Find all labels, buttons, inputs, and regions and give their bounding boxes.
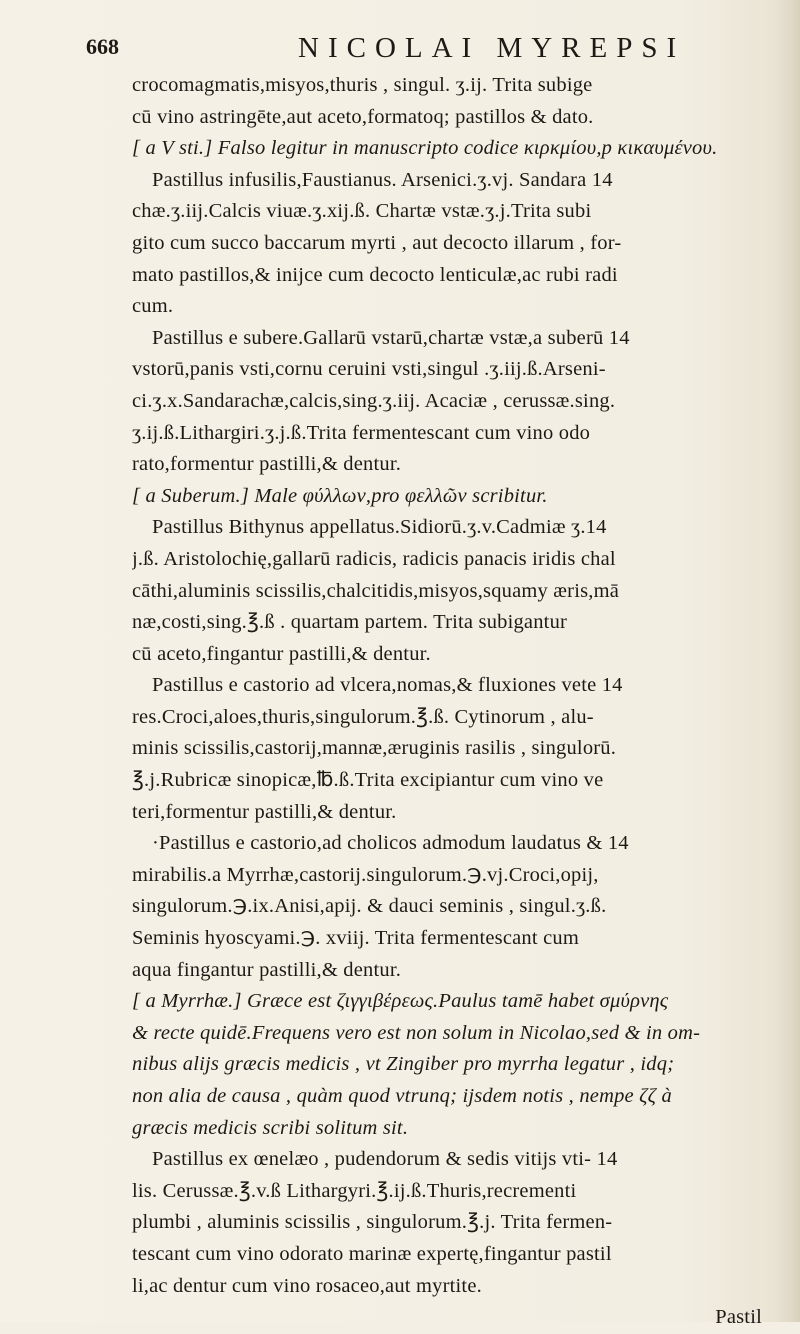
text-line: Pastillus ex œnelæo , pudendorum & sedis vitijs vti- 14 bbox=[152, 1148, 618, 1171]
text-line: plumbi , aluminis scissilis , singulorum.℥.j. Trita fermen- bbox=[132, 1211, 613, 1234]
text-line: crocomagmatis,misyos,thuris , singul. ʒ.ij. Trita subige bbox=[132, 74, 593, 96]
text-line: Pastillus Bithynus appellatus.Sidiorū.ʒ.v.Cadmiæ ʒ.14 bbox=[152, 516, 607, 539]
annotation-line: nibus alijs græcis medicis , vt Zingiber pro myrrha legatur , idq; bbox=[132, 1053, 675, 1076]
text-line: Pastillus infusilis,Faustianus. Arsenici.ʒ.vj. Sandara 14 bbox=[152, 168, 613, 191]
text-line: cū aceto,fingantur pastilli,& dentur. bbox=[132, 642, 431, 665]
text-line: mato pastillos,& inijce cum decocto lenticulæ,ac rubi radi bbox=[132, 263, 618, 286]
text-line: teri,formentur pastilli,& dentur. bbox=[132, 800, 397, 823]
text-line: ·Pastillus e castorio,ad cholicos admodum laudatus & 14 bbox=[152, 832, 629, 855]
text-line: cāthi,aluminis scissilis,chalcitidis,misyos,squamy æris,mā bbox=[132, 579, 620, 602]
text-line: cū vino astringēte,aut aceto,formatoq; pastillos & dato. bbox=[132, 105, 594, 128]
annotation-line: non alia de causa , quàm quod vtrunq; ijsdem notis , nempe ζζ à bbox=[132, 1085, 672, 1107]
text-line: cum. bbox=[132, 295, 174, 318]
text-line: minis scissilis,castorij,mannæ,æruginis rasilis , singulorū. bbox=[132, 737, 617, 760]
text-line: mirabilis.a Myrrhæ,castorij.singulorum.℈.vj.Croci,opij, bbox=[132, 863, 599, 886]
annotation-line: [ a V sti.] Falso legitur in manuscripto codice κιρκμίου,p κικαυμένου. bbox=[132, 137, 718, 160]
text-line: j.ß. Aristolochię,gallarū radicis, radicis panacis iridis chal bbox=[132, 547, 616, 570]
text-line: li,ac dentur cum vino rosaceo,aut myrtite. bbox=[132, 1274, 482, 1297]
text-line: res.Croci,aloes,thuris,singulorum.℥.ß. Cytinorum , alu- bbox=[132, 705, 594, 728]
text-line: aqua fingantur pastilli,& dentur. bbox=[132, 958, 402, 981]
running-head: NICOLAI MYREPSI bbox=[298, 32, 686, 64]
text-block bbox=[132, 70, 762, 1334]
text-line: ʒ.ij.ß.Lithargiri.ʒ.j.ß.Trita fermentescant cum vino odo bbox=[132, 421, 591, 444]
text-line: gito cum succo baccarum myrti , aut decocto illarum , for- bbox=[132, 231, 622, 254]
text-line: Pastillus e castorio ad vlcera,nomas,& fluxiones vete 14 bbox=[152, 674, 623, 697]
text-line: ℥.j.Rubricæ sinopicæ,℔.ß.Trita excipiantur cum vino ve bbox=[132, 769, 604, 792]
annotation-line: [ a Myrrhæ.] Græce est ζιγγιβέρεως.Paulus tamē habet σμύρνης bbox=[132, 990, 669, 1013]
annotation-line: [ a Suberum.] Male φύλλων,pro φελλῶν scribitur. bbox=[132, 484, 548, 507]
text-line: næ,costi,sing.℥.ß . quartam partem. Trita subigantur bbox=[132, 611, 568, 634]
text-line: lis. Cerussæ.℥.v.ß Lithargyri.℥.ij.ß.Thuris,recrementi bbox=[132, 1179, 577, 1202]
annotation-line: & recte quidē.Frequens vero est non solum in Nicolao,sed & in om- bbox=[132, 1021, 701, 1044]
page-edge-shadow bbox=[778, 0, 800, 1322]
text-line: tescant cum vino odorato marinæ expertę,fingantur pastil bbox=[132, 1242, 612, 1265]
text-line: chæ.ʒ.iij.Calcis viuæ.ʒ.xij.ß. Chartæ vstæ.ʒ.j.Trita subi bbox=[132, 200, 592, 223]
annotation-line: græcis medicis scribi solitum sit. bbox=[132, 1116, 409, 1139]
text-line: Seminis hyoscyami.℈. xviij. Trita fermentescant cum bbox=[132, 927, 579, 950]
text-line: Pastillus e subere.Gallarū vstarū,chartæ vstæ,a suberū 14 bbox=[152, 326, 630, 349]
catchword: Pastil bbox=[715, 1306, 762, 1329]
text-line: vstorū,panis vsti,cornu ceruini vsti,singul .ʒ.iij.ß.Arseni- bbox=[132, 358, 606, 381]
page-header bbox=[86, 32, 726, 68]
text-line: rato,formentur pastilli,& dentur. bbox=[132, 453, 402, 476]
page-number: 668 bbox=[86, 34, 119, 59]
text-line: ci.ʒ.x.Sandarachæ,calcis,sing.ʒ.iij. Acaciæ , cerussæ.sing. bbox=[132, 389, 616, 412]
text-line: singulorum.℈.ix.Anisi,apij. & dauci seminis , singul.ʒ.ß. bbox=[132, 895, 607, 918]
